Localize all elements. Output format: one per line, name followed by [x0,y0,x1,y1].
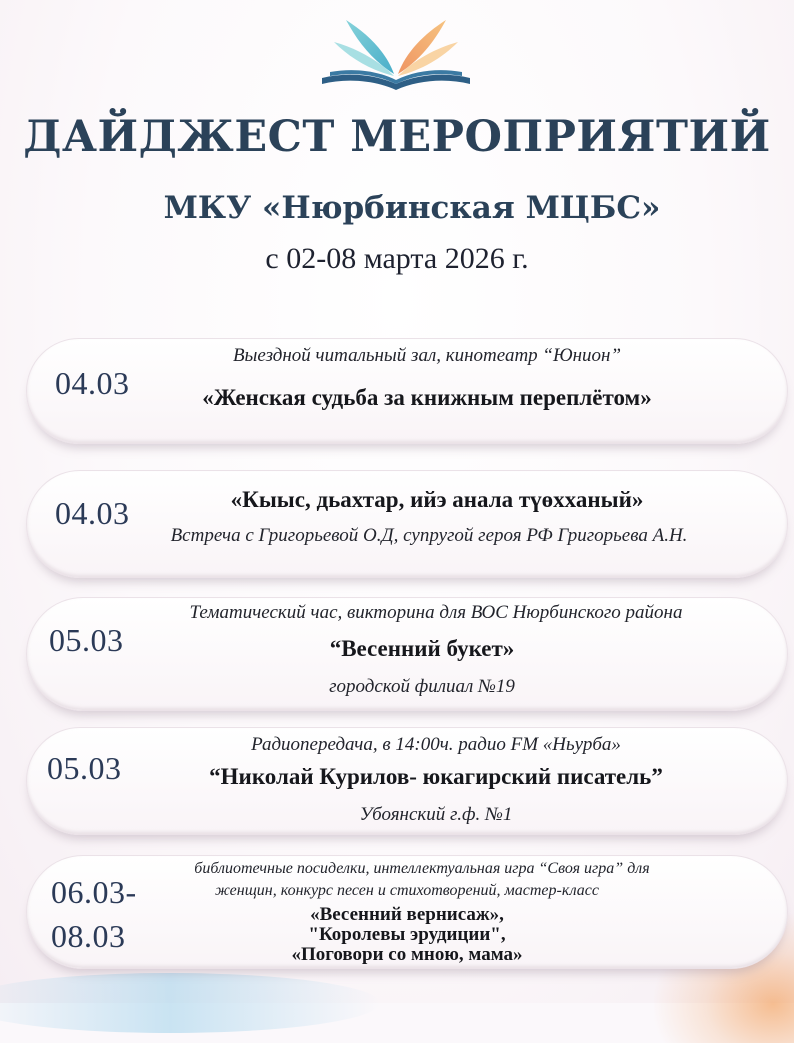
event-format-line-2: женщин, конкурс песен и стихотворений, мастер-класс [215,882,599,899]
event-title-line-2: "Королевы эрудиции", [308,924,506,945]
event-date: 04.03 [55,365,130,401]
event-date: 05.03 [47,750,122,786]
event-card-1 [26,338,788,444]
event-title: «Кыыс, дьахтар, ийэ анала түөхханый» [230,487,644,512]
event-venue: Убоянский г.ф. №1 [359,804,513,825]
event-title-line-1: «Весенний вернисаж», [310,904,504,925]
event-card-2 [26,470,788,578]
event-card-3 [26,597,788,711]
digest-title: ДАЙДЖЕСТ МЕРОПРИЯТИЙ [23,112,771,162]
event-card-4 [26,727,788,835]
event-venue: Выездной читальный зал, кинотеатр “Юнион” [232,345,622,366]
organization-name: МКУ «Нюрбинская МЦБС» [163,190,661,226]
event-title-line-3: «Поговори со мною, мама» [291,944,523,965]
event-title: “Весенний букет» [329,636,515,661]
event-description: Встреча с Григорьевой О.Д, супругой героя РФ Григорьева А.Н. [170,525,688,546]
event-format-line-1: библиотечные посиделки, интеллектуальная игра “Своя игра” для [194,860,650,877]
date-range: с 02-08 марта 2026 г. [265,242,529,275]
event-date: 04.03 [55,495,130,531]
event-venue: городской филиал №19 [329,676,515,697]
decor-wave-bottom-left [0,973,380,1033]
event-format: Радиопередача, в 14:00ч. радио FM «Ньурба» [251,734,621,755]
event-card-5 [26,855,788,969]
event-format: Тематический час, викторина для ВОС Нюрбинского района [189,602,683,623]
event-date: 05.03 [49,622,124,658]
event-title: “Николай Курилов- юкагирский писатель” [209,764,663,789]
event-title: «Женская судьба за книжным переплётом» [202,385,652,410]
event-date-start: 06.03- [51,874,137,910]
open-book-icon [316,12,476,92]
event-date-end: 08.03 [51,918,126,954]
